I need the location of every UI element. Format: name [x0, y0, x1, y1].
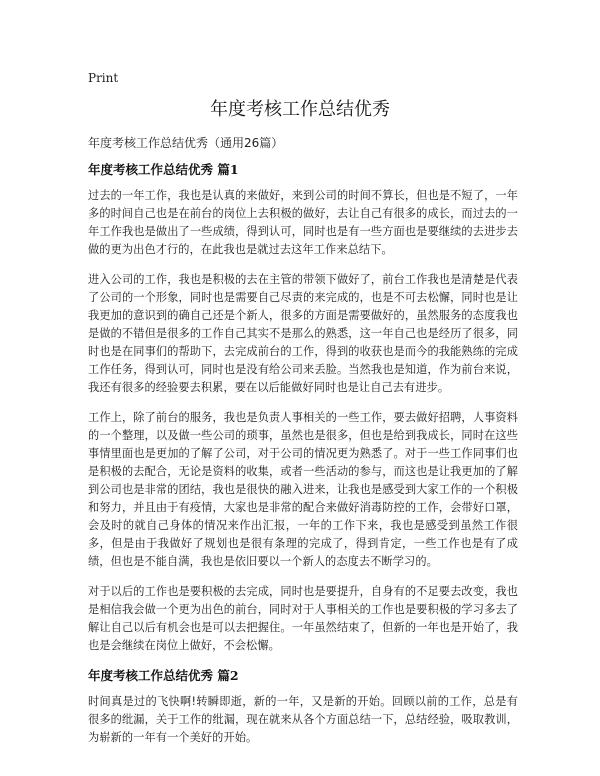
section-heading: 年度考核工作总结优秀 篇2 — [88, 668, 239, 683]
document-title: 年度考核工作总结优秀 — [210, 99, 390, 120]
paragraph: 工作上，除了前台的服务，我也是负责人事相关的一些工作，要去做好招聘，人事资料的一个整理，以及做一些公司的琐事，虽然也是很多，但也是给到我成长，同时在这些事情里面也是更加的了解了公司，对于公司的情况更为熟悉了。对于一些工作同事们也是积极的去配合，无论是资料的收集，或者一些活动的参与，而这也是让我更加的了解到公司也是非常的团结，我也是很快的融入进来，让我也是感受到大家工作的一个积极和努力，并且由于有疫情，大家也是非常的配合来做好消毒防控的工作，会带好口罩，会及时的就自己身体的情况来作出汇报，一年的工作下来，我也是感受到虽然工作很多，但是由于我做好了规划也是很有条理的完成了，得到肯定，一些工作也是有了成绩，但也是不能自满，我也是依旧要以一个新人的态度去不断学习的。 — [88, 411, 518, 568]
section-2 — [88, 667, 518, 747]
section-heading: 年度考核工作总结优秀 篇1 — [88, 162, 239, 177]
paragraph: 对于以后的工作也是要积极的去完成，同时也是要提升，自身有的不足要去改变，我也是相信我会做一个更为出色的前台，同时对于人事相关的工作也是要积极的学习多去了解让自己以后有机会也是可以去把握住。一年虽然结束了，但新的一年也是开始了，我也是会继续在岗位上做好，不会松懈。 — [88, 585, 518, 652]
print-link[interactable]: Print — [88, 71, 119, 85]
document-body — [88, 134, 518, 759]
paragraph: 时间真是过的飞快啊!转瞬即逝，新的一年，又是新的开始。回顾以前的工作，总是有很多的纰漏，关于工作的纰漏，现在就来从各个方面总结一下，总结经验，吸取教训，为崭新的一年有一个美好的开始。 — [88, 695, 518, 744]
document-subtitle: 年度考核工作总结优秀（通用26篇） — [88, 136, 284, 150]
paragraph: 进入公司的工作，我也是积极的去在主管的带领下做好了，前台工作我也是清楚是代表了公司的一个形象，同时也是需要自己尽责的来完成的，也是不可去松懈，同时也是让我更加的意识到的确自己还是个新人，很多的方面是需要做好的，虽然服务的态度我也是做的不错但是很多的工作自己其实不是那么的熟悉，这一年自己也是经历了很多，同时也是在同事们的帮助下，去完成前台的工作，得到的收获也是而今的我能熟练的完成工作任务，得到认可，同时也是没有给公司来丢脸。当然我也是知道，作为前台来说，我还有很多的经验要去积累，要在以后能做好同时也是让自己去有进步。 — [88, 273, 518, 394]
section-1 — [88, 161, 518, 655]
paragraph: 过去的一年工作，我也是认真的来做好，来到公司的时间不算长，但也是不短了，一年多的时间自己也是在前台的岗位上去积极的做好，去让自己有很多的成长，而过去的一年工作我也是做出了一些成绩，得到认可，同时也是有一些方面也是要继续的去进步去做的更为出色才行的，在此我也是就过去这年工作来总结下。 — [88, 189, 518, 256]
